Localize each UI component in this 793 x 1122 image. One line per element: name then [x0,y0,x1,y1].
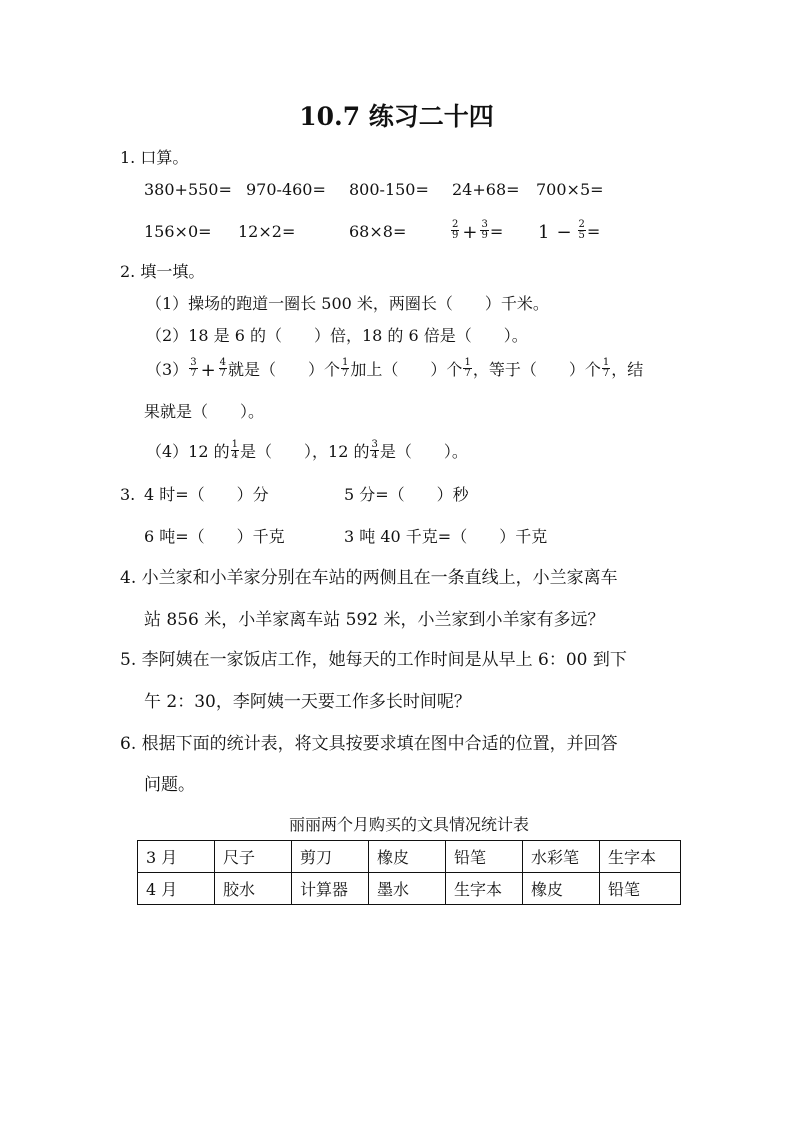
q2-item-3: （3） $\frac{3}{7}$ + $\frac{4}{7}$ 就是（ ）个 $\frac{1}{7}$ 加上（ ）个 $\frac{1}{7}$ ，等于（ ）个 $\frac{1}{7}$ ，结 [146,356,644,381]
q2-item-4: （4）12 的 $\frac{1}{4}$ 是（ ），12 的 $\frac{3}{4}$ 是（ ）。 [146,438,468,461]
q3-item: 6 吨=（ ）千克 [144,527,285,546]
table-cell: 生字本 [600,841,681,873]
table-cell: 水彩笔 [523,841,600,873]
q5-text: 5. 李阿姨在一家饭店工作，她每天的工作时间是从早上 6：00 到下 [120,650,627,670]
page-title: 10.7 练习二十四 [299,102,494,131]
table-row [138,841,681,873]
q6-text: 6. 根据下面的统计表，将文具按要求填在图中合适的位置，并回答 [120,734,618,754]
q1-expr: 68×8= [349,222,407,241]
table-cell: 橡皮 [369,841,446,873]
fraction: $\frac{1}{7}$ [464,356,471,379]
q1-expr: 800-150= [349,180,429,199]
table-cell: 铅笔 [446,841,523,873]
fraction: $\frac{3}{9}$ [481,218,488,241]
q2-item-2: （2）18 是 6 的（ ）倍，18 的 6 倍是（ ）。 [146,326,528,345]
q4-text: 站 856 米，小羊家离车站 592 米，小兰家到小羊家有多远？ [144,610,605,630]
q2-item-1: （1）操场的跑道一圈长 500 米，两圈长（ ）千米。 [146,294,549,313]
q1-expr: 12×2= [238,222,296,241]
fraction: $\frac{3}{4}$ [371,438,378,461]
table-row [138,873,681,905]
q1-expr: 700×5= [536,180,604,199]
table-cell: 计算器 [292,873,369,905]
table-cell: 墨水 [369,873,446,905]
q5-text: 午 2：30，李阿姨一天要工作多长时间呢？ [144,692,471,712]
table-cell: 胶水 [215,873,292,905]
q1-expr: 24+68= [452,180,520,199]
q1-expr: 380+550= [144,180,232,199]
q6-text: 问题。 [144,775,195,795]
q2-label: 2. 填一填。 [120,262,205,281]
fraction: $\frac{1}{7}$ [342,356,349,379]
table-cell: 4 月 [138,873,215,905]
table-cell: 尺子 [215,841,292,873]
fraction: $\frac{1}{7}$ [602,356,610,379]
q2-item-3-continued: 果就是（ ）。 [144,402,265,421]
q1-fraction-expression: $\frac{2}{9}$ + $\frac{3}{9}$ = [452,218,504,243]
table-cell: 3 月 [138,841,215,873]
stationery-table [137,840,681,905]
q1-expr: 156×0= [144,222,212,241]
q3-item: 3 吨 40 千克=（ ）千克 [344,527,548,546]
q1-fraction-expression: 1 − $\frac{2}{5}$ = [538,218,601,243]
q1-label: 1. 口算。 [120,148,189,167]
table-cell: 铅笔 [600,873,681,905]
table-cell: 生字本 [446,873,523,905]
table-cell: 橡皮 [523,873,600,905]
fraction: $\frac{1}{4}$ [231,438,239,461]
q3-item: 5 分=（ ）秒 [344,485,469,504]
q3-label: 3. [120,485,136,504]
fraction: $\frac{2}{9}$ [452,218,459,241]
fraction: $\frac{4}{7}$ [219,356,227,379]
table-caption: 丽丽两个月购买的文具情况统计表 [288,815,529,834]
q1-expr: 970-460= [246,180,326,199]
q4-text: 4. 小兰家和小羊家分别在车站的两侧且在一条直线上，小兰家离车 [120,568,618,588]
fraction: $\frac{3}{7}$ [190,356,197,379]
table-cell: 剪刀 [292,841,369,873]
fraction: $\frac{2}{5}$ [578,218,585,241]
q3-item: 4 时=（ ）分 [144,485,269,504]
